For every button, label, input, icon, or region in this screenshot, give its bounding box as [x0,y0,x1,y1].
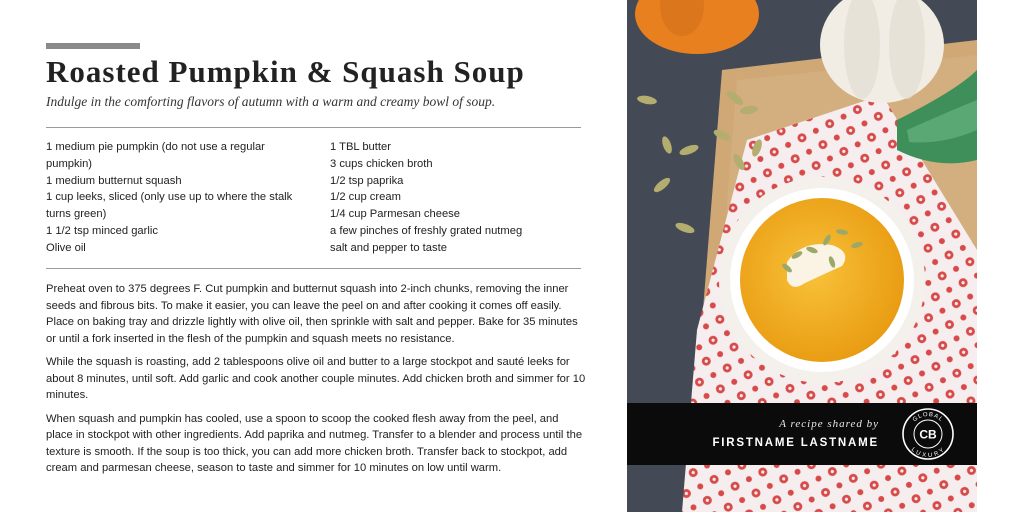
ingredient-item: 1 1/2 tsp minced garlic [46,224,158,237]
global-luxury-logo-icon [901,407,955,461]
recipe-subtitle: Indulge in the comforting flavors of autumn with a warm and creamy bowl of soup. [46,94,496,109]
ingredients-list-right [330,139,580,257]
title-accent-bar [46,43,140,49]
ingredients-list-left [46,139,308,257]
svg-text:GLOBAL [912,412,944,424]
ingredient-item: 1/2 cup cream [330,191,401,204]
ingredient-item: 1 medium pie pumpkin (do not use a regular pumpkin) [46,141,265,170]
shared-by-banner [627,403,977,465]
direction-paragraph: Preheat oven to 375 degrees F. Cut pumpkin and butternut squash into 2-inch chunks, removing the inner seeds and fibrous bits. To make it easier, you can leave the peel on and after cooking it comes off easily. Place on baking tray and drizzle lightly with olive oil, then sprinkle with salt and pepper. Bake for 35 minutes or until a fork inserted in the flesh of the pumpkin and squash meets no resistance. [46,283,578,345]
ingredients-bottom-divider [46,268,581,269]
ingredient-item: 1/2 tsp paprika [330,174,404,187]
directions [46,281,586,484]
ingredient-item: 1 cup leeks, sliced (only use up to where the stalk turns green) [46,191,293,221]
agent-name: FIRSTNAME LASTNAME [712,437,879,449]
ingredient-item: a few pinches of freshly grated nutmeg [330,224,523,237]
logo-ring-top-text: GLOBAL [911,411,945,424]
logo-monogram: CB [919,427,937,442]
ingredient-item: salt and pepper to taste [330,241,447,254]
ingredients-top-divider [46,127,581,128]
banner-tagline: A recipe shared by [779,418,879,430]
direction-paragraph: When squash and pumpkin has cooled, use a spoon to scoop the cooked flesh away from the peel, and place in stockpot with other ingredients. Add paprika and nutmeg. Transfer to a blender and process until the texture is smooth. If the soup is too thick, you can add more chicken broth. Transfer back to stockpot, add cream and parmesan cheese, season to taste and simmer for 10 minutes on low until warm. [46,412,583,474]
ingredient-item: Olive oil [46,241,86,254]
ingredient-item: 3 cups chicken broth [330,157,433,170]
ingredient-item: 1 TBL butter [330,141,391,153]
recipe-title: Roasted Pumpkin & Squash Soup [46,54,525,89]
direction-paragraph: While the squash is roasting, add 2 tablespoons olive oil and butter to a large stockpot and sauté leeks for about 8 minutes, until soft. Add garlic and cook another couple minutes. Add chicken broth and simmer for 10 minutes. [46,356,586,401]
ingredient-item: 1 medium butternut squash [46,174,182,187]
svg-text:LUXURY [910,447,946,459]
logo-ring-bottom-text: LUXURY [909,446,947,460]
ingredient-item: 1/4 cup Parmesan cheese [330,208,460,221]
